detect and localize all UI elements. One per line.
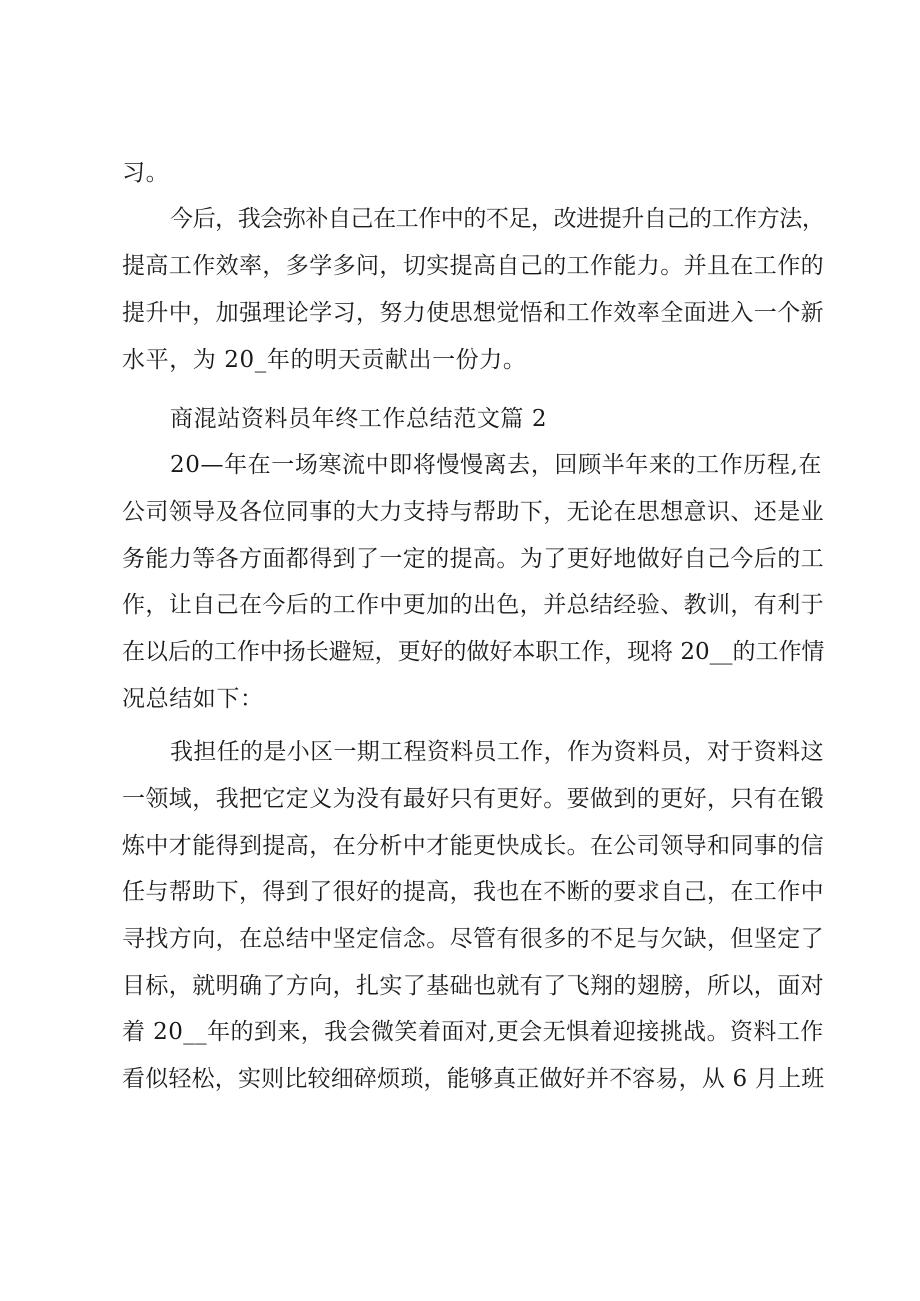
text-line: 目标，就明确了方向，扎实了基础也就有了飞翔的翅膀，所以，面对 — [122, 973, 824, 999]
text-line: 作，让自己在今后的工作中更加的出色，并总结经验、教训，有利于 — [122, 592, 824, 618]
text-line: 炼中才能得到提高，在分析中才能更快成长。在公司领导和同事的信 — [122, 833, 824, 859]
text-line: 公司领导及各位同事的大力支持与帮助下，无论在思想意识、还是业 — [122, 499, 824, 525]
text-line: 着 20__年的到来，我会微笑着面对,更会无惧着迎接挑战。资料工作 — [122, 1019, 824, 1045]
text-line: 提升中，加强理论学习，努力使思想觉悟和工作效率全面进入一个新 — [122, 300, 824, 326]
text-line: 提高工作效率，多学多问，切实提高自己的工作能力。并且在工作的 — [122, 253, 824, 279]
text-line: 务能力等各方面都得到了一定的提高。为了更好地做好自己今后的工 — [122, 546, 824, 572]
paragraph-start: 今后，我会弥补自己在工作中的不足，改进提升自己的工作方法， — [170, 206, 825, 232]
text-line: 习。 — [122, 160, 170, 186]
text-line: 看似轻松，实则比较细碎烦琐，能够真正做好并不容易，从 6 月上班 — [122, 1066, 825, 1092]
text-line: 任与帮助下，得到了很好的提高，我也在不断的要求自己，在工作中 — [122, 879, 824, 905]
text-line: 在以后的工作中扬长避短，更好的做好本职工作，现将 20__的工作情 — [122, 639, 825, 665]
paragraph-start: 20—年在一场寒流中即将慢慢离去，回顾半年来的工作历程,在 — [170, 452, 822, 478]
text-line: 寻找方向，在总结中坚定信念。尽管有很多的不足与欠缺，但坚定了 — [122, 926, 824, 952]
section-heading: 商混站资料员年终工作总结范文篇 2 — [170, 406, 548, 432]
text-line: 况总结如下： — [122, 686, 264, 712]
paragraph-start: 我担任的是小区一期工程资料员工作，作为资料员，对于资料这 — [170, 739, 824, 765]
text-line: 水平，为 20_年的明天贡献出一份力。 — [122, 347, 527, 373]
text-line: 一领域，我把它定义为没有最好只有更好。要做到的更好，只有在锻 — [122, 786, 824, 812]
